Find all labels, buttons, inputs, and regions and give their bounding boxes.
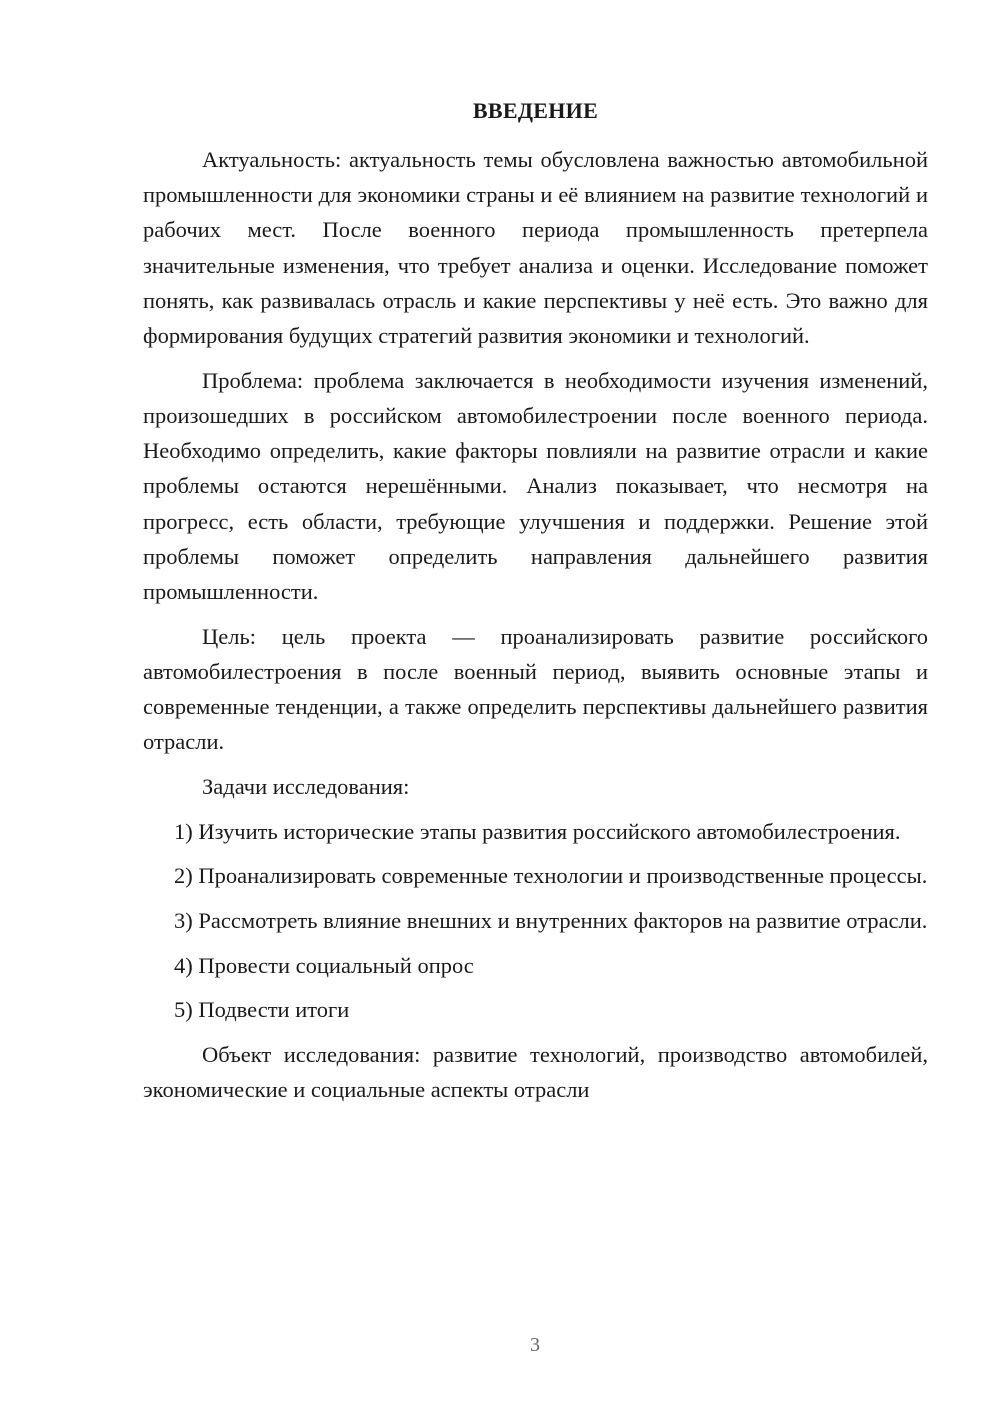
task-item-4: 4) Провести социальный опрос [174, 952, 474, 978]
object-paragraph: Объект исследования: развитие технологий, производство автомобилей, экономические и социальные аспекты отрасли [143, 1042, 928, 1103]
document-body [143, 142, 928, 1108]
page-number: 3 [530, 1334, 540, 1356]
tasks-heading: Задачи исследования: [202, 773, 410, 799]
relevance-paragraph: Актуальность: актуальность темы обусловлена важностью автомобильной промышленности для экономики страны и её влиянием на развитие технологий и рабочих мест. После военного периода промышленность претерпела значительные изменения, что требует анализа и оценки. Исследование поможет понять, как развивалась отрасль и какие перспективы у неё есть. Это важно для формирования будущих стратегий развития экономики и технологий. [143, 147, 928, 349]
problem-paragraph: Проблема: проблема заключается в необходимости изучения изменений, произошедших в российском автомобилестроении после военного периода. Необходимо определить, какие факторы повлияли на развитие отрасли и какие проблемы остаются нерешёнными. Анализ показывает, что несмотря на прогресс, есть области, требующие улучшения и поддержки. Решение этой проблемы поможет определить направления дальнейшего развития промышленности. [143, 367, 928, 604]
section-heading: ВВЕДЕНИЕ [472, 98, 599, 123]
task-item-1: 1) Изучить исторические этапы развития российского автомобилестроения. [174, 818, 901, 844]
task-item-3: 3) Рассмотреть влияние внешних и внутренних факторов на развитие отрасли. [174, 908, 928, 934]
task-item-2: 2) Проанализировать современные технологии и производственные процессы. [174, 863, 928, 889]
goal-paragraph: Цель: цель проекта — проанализировать развитие российского автомобилестроения в после военный период, выявить основные этапы и современные тенденции, а также определить перспективы дальнейшего развития отрасли. [143, 623, 928, 755]
task-item-5: 5) Подвести итоги [174, 997, 350, 1023]
